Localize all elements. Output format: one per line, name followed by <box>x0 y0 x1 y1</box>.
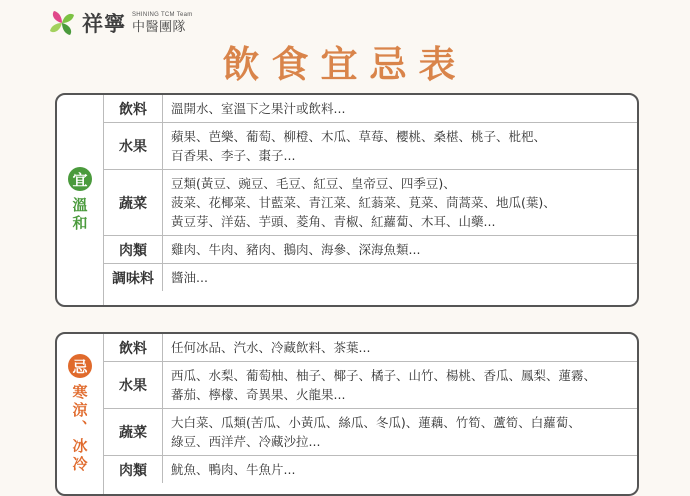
row-category: 飲料 <box>104 334 163 361</box>
table-row <box>104 362 637 409</box>
avoid-label: 寒涼、冰冷 <box>70 384 89 474</box>
table-row <box>104 334 637 362</box>
table-row <box>104 409 637 456</box>
item-line: 黃豆芽、洋菇、芋頭、菱角、青椒、紅蘿蔔、木耳、山藥... <box>171 214 496 229</box>
table-row <box>104 236 637 264</box>
item-line: 蘋果、芭樂、葡萄、柳橙、木瓜、草莓、櫻桃、桑椹、桃子、枇杷、 <box>171 129 547 144</box>
row-items <box>163 456 303 483</box>
brand-english: SHINING TCM Team <box>132 12 193 18</box>
table-row <box>104 264 637 291</box>
row-items <box>163 334 378 361</box>
row-category: 蔬菜 <box>104 170 163 235</box>
item-line: 醬油... <box>171 270 208 285</box>
row-items <box>163 362 604 408</box>
brand-name: 祥寧 <box>82 11 126 36</box>
row-category: 調味料 <box>104 264 163 291</box>
row-items <box>163 264 216 291</box>
suitable-panel <box>55 93 639 307</box>
item-line: 雞肉、牛肉、豬肉、鵝肉、海參、深海魚類... <box>171 242 421 257</box>
row-items <box>163 95 353 122</box>
suitable-badge: 宜 <box>68 167 92 191</box>
brand-subtitle: 中醫團隊 <box>132 20 187 35</box>
row-items <box>163 409 589 455</box>
item-line: 溫開水、室溫下之果汁或飲料... <box>171 101 346 116</box>
item-line: 西瓜、水梨、葡萄柚、柚子、椰子、橘子、山竹、楊桃、香瓜、鳳梨、蓮霧、 <box>171 368 597 383</box>
page-title: 飲食宜忌表 <box>222 42 468 86</box>
item-line: 百香果、李子、棗子... <box>171 148 296 163</box>
avoid-rows <box>104 334 637 494</box>
item-line: 菠菜、花椰菜、甘藍菜、青江菜、紅蓊菜、莧菜、茼蒿菜、地瓜(葉)、 <box>171 195 556 210</box>
suitable-rows <box>104 95 637 305</box>
leaf-logo-icon <box>48 9 76 37</box>
table-row <box>104 123 637 170</box>
row-category: 水果 <box>104 362 163 408</box>
table-row <box>104 456 637 483</box>
brand-side <box>132 12 193 34</box>
table-row <box>104 170 637 236</box>
row-category: 蔬菜 <box>104 409 163 455</box>
row-category: 飲料 <box>104 95 163 122</box>
row-category: 肉類 <box>104 456 163 483</box>
suitable-label: 溫和 <box>70 197 89 233</box>
item-line: 魷魚、鴨肉、牛魚片... <box>171 462 296 477</box>
avoid-panel <box>55 332 639 496</box>
table-row <box>104 95 637 123</box>
avoid-badge: 忌 <box>68 354 92 378</box>
row-items <box>163 236 428 263</box>
item-line: 綠豆、西洋芹、冷藏沙拉... <box>171 434 321 449</box>
item-line: 大白菜、瓜類(苦瓜、小黃瓜、絲瓜、冬瓜)、蓮藕、竹筍、蘆筍、白蘿蔔、 <box>171 415 581 430</box>
item-line: 蕃茄、檸檬、奇異果、火龍果... <box>171 387 346 402</box>
row-items <box>163 123 554 169</box>
avoid-side <box>57 334 104 494</box>
row-category: 肉類 <box>104 236 163 263</box>
suitable-side <box>57 95 104 305</box>
item-line: 任何冰品、汽水、冷藏飲料、茶葉... <box>171 340 371 355</box>
row-category: 水果 <box>104 123 163 169</box>
item-line: 豆類(黃豆、豌豆、毛豆、紅豆、皇帝豆、四季豆)、 <box>171 176 456 191</box>
row-items <box>163 170 564 235</box>
